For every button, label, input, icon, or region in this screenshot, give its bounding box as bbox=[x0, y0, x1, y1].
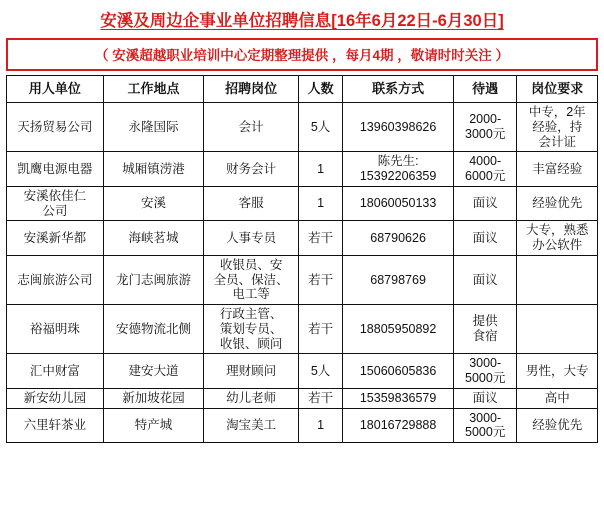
cell-requirement: 丰富经验 bbox=[517, 152, 598, 187]
cell-company: 裕福明珠 bbox=[7, 305, 104, 354]
cell-count: 若干 bbox=[298, 388, 342, 408]
cell-company: 安溪新华都 bbox=[7, 221, 104, 256]
cell-count: 若干 bbox=[298, 221, 342, 256]
column-header-company: 用人单位 bbox=[7, 76, 104, 103]
cell-salary: 面议 bbox=[453, 186, 516, 221]
cell-company: 汇中财富 bbox=[7, 354, 104, 389]
table-row bbox=[7, 354, 598, 389]
cell-position: 收银员、安 全员、保洁、 电工等 bbox=[204, 255, 299, 304]
table-row bbox=[7, 221, 598, 256]
subtitle-box bbox=[6, 38, 598, 71]
cell-location: 海峡茗城 bbox=[103, 221, 204, 256]
cell-position: 行政主管、 策划专员、 收银、顾问 bbox=[204, 305, 299, 354]
cell-contact: 68790626 bbox=[343, 221, 454, 256]
table-row bbox=[7, 152, 598, 187]
cell-requirement: 中专，2年 经验，持 会计证 bbox=[517, 103, 598, 152]
cell-contact: 18016729888 bbox=[343, 408, 454, 443]
cell-location: 龙门志闽旅游 bbox=[103, 255, 204, 304]
cell-salary: 2000- 3000元 bbox=[453, 103, 516, 152]
cell-requirement: 经验优先 bbox=[517, 408, 598, 443]
table-row bbox=[7, 103, 598, 152]
cell-location: 新加坡花园 bbox=[103, 388, 204, 408]
column-header-location: 工作地点 bbox=[103, 76, 204, 103]
cell-salary: 提供 食宿 bbox=[453, 305, 516, 354]
table-row bbox=[7, 305, 598, 354]
cell-location: 安溪 bbox=[103, 186, 204, 221]
cell-count: 若干 bbox=[298, 255, 342, 304]
cell-count: 5人 bbox=[298, 103, 342, 152]
column-header-contact: 联系方式 bbox=[343, 76, 454, 103]
cell-requirement: 经验优先 bbox=[517, 186, 598, 221]
cell-requirement: 高中 bbox=[517, 388, 598, 408]
cell-count: 1 bbox=[298, 186, 342, 221]
table-row bbox=[7, 388, 598, 408]
cell-position: 财务会计 bbox=[204, 152, 299, 187]
cell-count: 5人 bbox=[298, 354, 342, 389]
cell-contact: 15060605836 bbox=[343, 354, 454, 389]
jobs-table bbox=[6, 75, 598, 443]
cell-location: 永隆国际 bbox=[103, 103, 204, 152]
column-header-count: 人数 bbox=[298, 76, 342, 103]
cell-company: 六里轩茶业 bbox=[7, 408, 104, 443]
cell-salary: 面议 bbox=[453, 221, 516, 256]
cell-salary: 面议 bbox=[453, 388, 516, 408]
table-header-row bbox=[7, 76, 598, 103]
title-bar bbox=[0, 0, 604, 35]
column-header-requirement: 岗位要求 bbox=[517, 76, 598, 103]
table-row bbox=[7, 255, 598, 304]
cell-position: 会计 bbox=[204, 103, 299, 152]
subtitle-text: （ 安溪超越职业培训中心定期整理提供 ，每月4期 ，敬请时时关注 ） bbox=[94, 48, 509, 63]
table-row bbox=[7, 186, 598, 221]
cell-location: 城厢镇涝港 bbox=[103, 152, 204, 187]
cell-position: 客服 bbox=[204, 186, 299, 221]
cell-position: 幼儿老师 bbox=[204, 388, 299, 408]
cell-company: 安溪依佳仁 公司 bbox=[7, 186, 104, 221]
cell-count: 若干 bbox=[298, 305, 342, 354]
cell-count: 1 bbox=[298, 408, 342, 443]
cell-requirement bbox=[517, 255, 598, 304]
column-header-position: 招聘岗位 bbox=[204, 76, 299, 103]
column-header-salary: 待遇 bbox=[453, 76, 516, 103]
cell-contact: 15359836579 bbox=[343, 388, 454, 408]
cell-contact: 13960398626 bbox=[343, 103, 454, 152]
cell-requirement: 男性，大专 bbox=[517, 354, 598, 389]
cell-position: 淘宝美工 bbox=[204, 408, 299, 443]
cell-contact: 18060050133 bbox=[343, 186, 454, 221]
cell-requirement bbox=[517, 305, 598, 354]
cell-salary: 3000- 5000元 bbox=[453, 354, 516, 389]
cell-company: 凯鹰电源电器 bbox=[7, 152, 104, 187]
cell-company: 新安幼儿园 bbox=[7, 388, 104, 408]
cell-requirement: 大专，熟悉 办公软件 bbox=[517, 221, 598, 256]
cell-company: 志闽旅游公司 bbox=[7, 255, 104, 304]
cell-position: 人事专员 bbox=[204, 221, 299, 256]
page-title: 安溪及周边企事业单位招聘信息[16年6月22日-6月30日] bbox=[100, 12, 504, 30]
cell-salary: 4000- 6000元 bbox=[453, 152, 516, 187]
cell-contact: 18805950892 bbox=[343, 305, 454, 354]
cell-location: 建安大道 bbox=[103, 354, 204, 389]
cell-location: 安德物流北侧 bbox=[103, 305, 204, 354]
cell-position: 理财顾问 bbox=[204, 354, 299, 389]
cell-salary: 面议 bbox=[453, 255, 516, 304]
cell-contact: 68798769 bbox=[343, 255, 454, 304]
cell-company: 天扬贸易公司 bbox=[7, 103, 104, 152]
cell-count: 1 bbox=[298, 152, 342, 187]
cell-salary: 3000- 5000元 bbox=[453, 408, 516, 443]
table-row bbox=[7, 408, 598, 443]
cell-contact: 陈先生: 15392206359 bbox=[343, 152, 454, 187]
cell-location: 特产城 bbox=[103, 408, 204, 443]
